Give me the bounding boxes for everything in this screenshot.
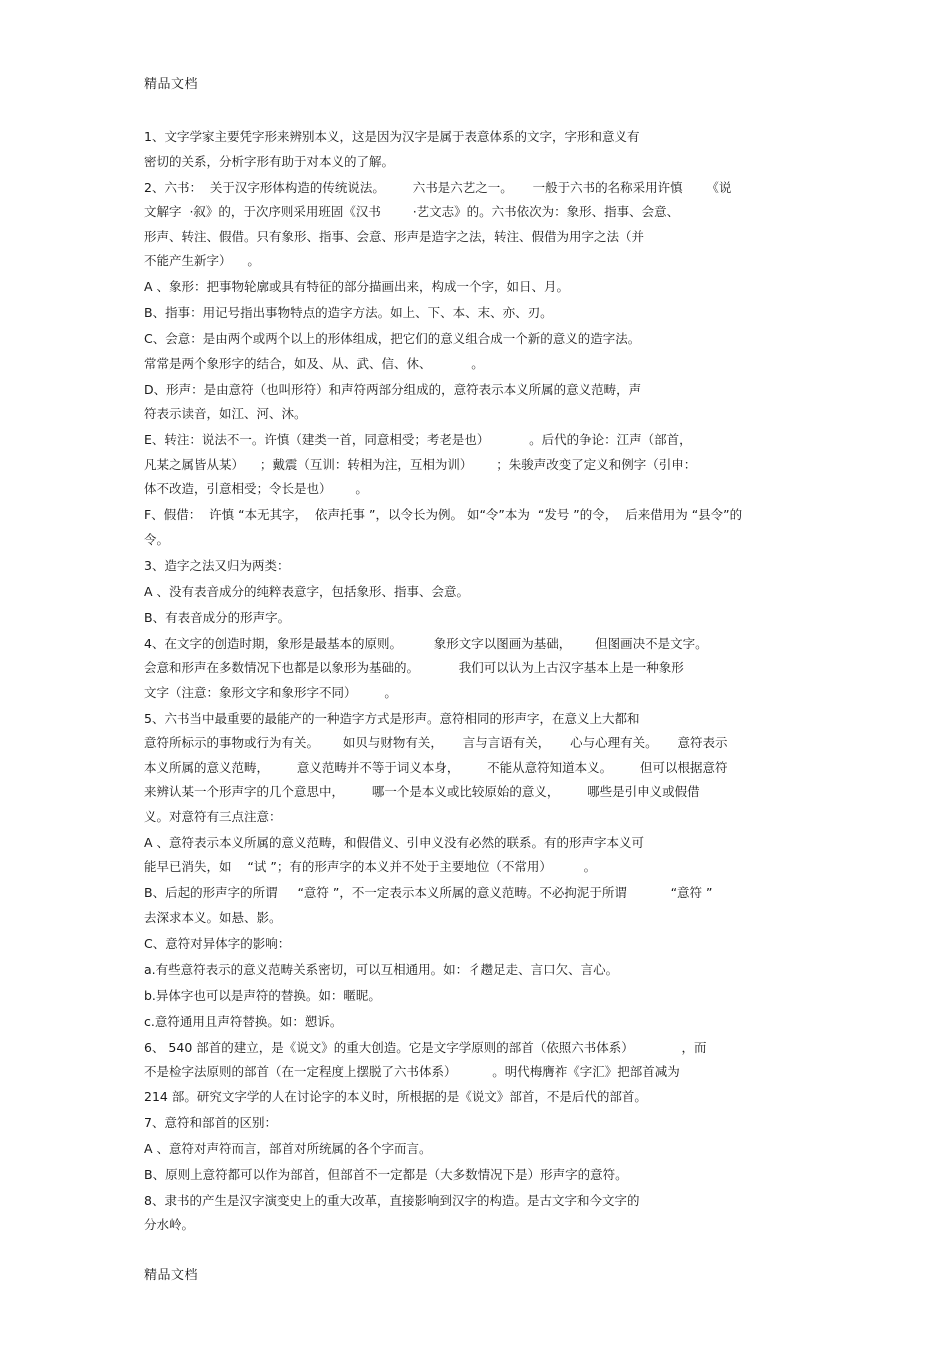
paragraph [144,301,814,326]
text-line: a.有些意符表示的意义范畴关系密切，可以互相通用。如：彳趱足走、言口欠、言心。 [144,961,619,977]
paragraph [144,428,814,502]
paragraph [144,1111,814,1136]
paragraph [144,881,814,930]
text-line: 本义所属的意义范畴， 意义范畴并不等于词义本身， 不能从意符知道本义。 但可以根据意符 [144,759,728,775]
text-line: E、转注：说法不一。许慎（建类一首，同意相受；考老是也） 。后代的争论：江声（部首， [144,432,692,447]
paragraph [144,275,814,300]
text-line: B、指事：用记号指出事物特点的造字方法。如上、下、本、末、亦、刃。 [144,305,553,320]
page-header: 精品文档 [144,77,199,92]
text-line: C、会意：是由两个或两个以上的形体组成，把它们的意义组合成一个新的意义的造字法。 [144,331,641,346]
text-line: 义。对意符有三点注意： [144,808,282,824]
text-line: 令。 [144,531,170,547]
text-line: 214 部。研究文字学的人在讨论字的本义时，所根据的是《说文》部首，不是后代的部首。 [144,1088,647,1104]
text-line: 凡某之属皆从某） ；戴震（互训：转相为注，互相为训） ；朱骏声改变了定义和例字（引申： [144,456,697,472]
text-line: c.意符通用且声符替换。如：愬诉。 [144,1013,343,1029]
text-line: C、意符对异体字的影响： [144,935,291,951]
paragraph [144,707,814,830]
paragraph [144,958,814,983]
paragraph [144,1163,814,1188]
paragraph [144,327,814,376]
paragraph [144,932,814,957]
text-line: 文解字 ·叙》的，于次序则采用班固《汉书 ·艺文志》的。六书依次为：象形、指事、会意、 [144,204,680,219]
text-line: 意符所标示的事物或行为有关。 如贝与财物有关， 言与言语有关， 心与心理有关。 意符表示 [144,735,728,750]
text-line: F、假借： 许慎 “本无其字， 依声托事 ”，以令长为例。 如“令”本为 “发号 ”的令， 后来借用为 “县令”的 [144,507,743,522]
paragraph [144,176,814,274]
text-line: 不是检字法原则的部首（在一定程度上摆脱了六书体系） 。明代梅膺祚《字汇》把部首减为 [144,1064,680,1079]
text-line: 会意和形声在多数情况下也都是以象形为基础的。 我们可以认为上古汉字基本上是一种象形 [144,660,684,675]
text-line: 4、在文字的创造时期，象形是最基本的原则。 象形文字以图画为基础， 但图画决不是文字。 [144,635,708,651]
paragraph [144,831,814,880]
text-line: B、原则上意符都可以作为部首，但部首不一定都是（大多数情况下是）形声字的意符。 [144,1166,628,1182]
text-line: 1、文字学家主要凭字形来辨别本义，这是因为汉字是属于表意体系的文字，字形和意义有 [144,129,640,144]
text-line: 6、 540 部首的建立，是《说文》的重大创造。它是文字学原则的部首（依照六书体系） ，而 [144,1039,707,1055]
page-footer: 精品文档 [144,1268,199,1283]
text-line: B、有表音成分的形声字。 [144,609,291,625]
paragraph [144,1189,814,1238]
text-line: 2、六书： 关于汉字形体构造的传统说法。 六书是六艺之一。 一般于六书的名称采用许慎 《说 [144,179,732,195]
text-line: 3、造字之法又归为两类： [144,557,290,573]
text-line: A 、象形：把事物轮廓或具有特征的部分描画出来，构成一个字，如日、月。 [144,279,570,294]
text-line: 能早已消失，如 “试 ”；有的形声字的本义并不处于主要地位（不常用） 。 [144,859,597,874]
document-body [144,125,814,1239]
text-line: A 、没有表音成分的纯粹表意字，包括象形、指事、会意。 [144,583,470,599]
paragraph [144,1036,814,1110]
paragraph [144,1010,814,1035]
text-line: 密切的关系，分析字形有助于对本义的了解。 [144,153,395,169]
paragraph [144,378,814,427]
paragraph [144,503,814,552]
paragraph [144,125,814,174]
text-line: 常常是两个象形字的结合，如及、从、武、信、休、 。 [144,355,484,371]
text-line: 8、隶书的产生是汉字演变史上的重大改革，直接影响到汉字的构造。是古文字和今文字的 [144,1192,640,1208]
text-line: 去深求本义。如悬、影。 [144,909,282,925]
paragraph [144,984,814,1009]
text-line: 符表示读音，如江、河、沐。 [144,406,307,421]
text-line: 形声、转注、假借。只有象形、指事、会意、形声是造字之法，转注、假借为用字之法（并 [144,228,645,244]
paragraph [144,606,814,631]
text-line: 分水岭。 [144,1217,195,1232]
text-line: 7、意符和部首的区别： [144,1114,277,1130]
paragraph [144,554,814,579]
text-line: 体不改造，引意相受；令长是也） 。 [144,481,368,496]
paragraph [144,580,814,605]
text-line: A 、意符对声符而言，部首对所统属的各个字而言。 [144,1140,432,1156]
text-line: B、后起的形声字的所谓 “意符 ”，不一定表示本义所属的意义范畴。不必拘泥于所谓 “意符 ” [144,885,713,900]
text-line: 不能产生新字） 。 [144,253,260,268]
paragraph [144,632,814,706]
text-line: A 、意符表示本义所属的意义范畴，和假借义、引申义没有必然的联系。有的形声字本义可 [144,834,645,850]
text-line: 文字（注意：象形文字和象形字不同） 。 [144,684,397,700]
text-line: b.异体字也可以是声符的替换。如：暱昵。 [144,987,381,1003]
text-line: D、形声：是由意符（也叫形符）和声符两部分组成的，意符表示本义所属的意义范畴，声 [144,381,642,397]
text-line: 来辨认某一个形声字的几个意思中， 哪一个是本义或比较原始的意义， 哪些是引申义或假借 [144,784,700,799]
text-line: 5、六书当中最重要的最能产的一种造字方式是形声。意符相同的形声字，在意义上大都和 [144,710,640,726]
paragraph [144,1137,814,1162]
